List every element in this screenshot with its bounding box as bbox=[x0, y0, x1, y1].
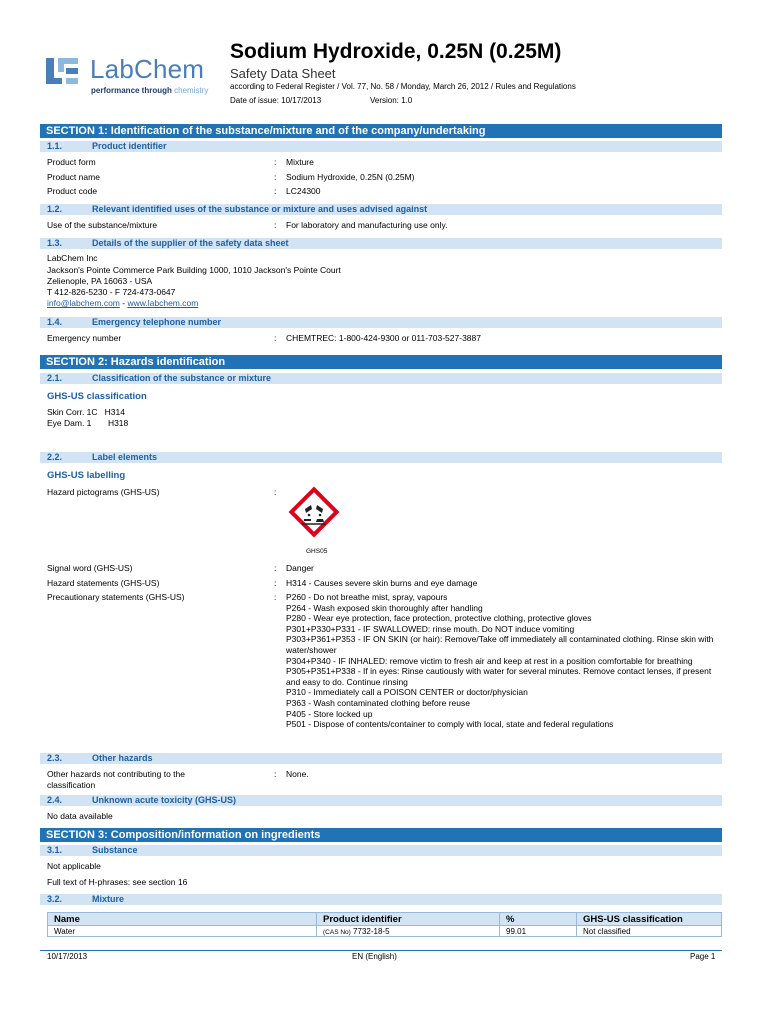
section-2-header: SECTION 2: Hazards identification bbox=[40, 355, 722, 369]
column-header-identifier: Product identifier bbox=[317, 913, 500, 926]
supplier-links bbox=[47, 298, 198, 309]
other-hazards-text: None. bbox=[286, 769, 309, 779]
pictogram-code: GHS05 bbox=[306, 548, 328, 555]
subsection-1-3 bbox=[40, 238, 722, 249]
precaution-item: P260 - Do not breathe mist, spray, vapours bbox=[286, 592, 448, 602]
tagline-main: performance through bbox=[91, 86, 172, 95]
precaution-item: P363 - Wash contaminated clothing before reuse bbox=[286, 697, 470, 708]
signal-word-label: Signal word (GHS-US) bbox=[47, 563, 133, 573]
cas-number: 7732-18-5 bbox=[353, 926, 390, 936]
precaution-item: P280 - Wear eye protection, face protection, protective clothing, protective gloves bbox=[286, 613, 592, 624]
regulation-note: according to Federal Register / Vol. 77, No. 58 / Monday, March 26, 2012 / Rules and Regulations bbox=[230, 82, 576, 91]
hazard-statements-value: : H314 - Causes severe skin burns and eye damage bbox=[274, 578, 478, 588]
use-value: : For laboratory and manufacturing use only. bbox=[274, 220, 448, 230]
cell-name: Water bbox=[48, 926, 317, 937]
emergency-text: CHEMTREC: 1-800-424-9300 or 011-703-527-3887 bbox=[286, 333, 481, 343]
table-row bbox=[48, 926, 722, 937]
table-header-row bbox=[48, 913, 722, 926]
precaution-item: P310 - Immediately call a POISON CENTER or doctor/physician bbox=[286, 687, 528, 698]
emergency-value: : CHEMTREC: 1-800-424-9300 or 011-703-527-3887 bbox=[274, 333, 481, 343]
column-header-ghs: GHS-US classification bbox=[577, 913, 722, 926]
section-3-header: SECTION 3: Composition/information on ingredients bbox=[40, 828, 722, 842]
subsection-number: 2.1. bbox=[47, 373, 63, 383]
precaution-item: P303+P361+P353 - IF ON SKIN (or hair): Remove/Take off immediately all contaminated clothing. Rinse skin with water/shower bbox=[286, 634, 714, 655]
other-hazards-label-line: classification bbox=[47, 779, 96, 790]
precaution-item: P301+P330+P331 - IF SWALLOWED: rinse mouth. Do NOT induce vomiting bbox=[286, 623, 575, 634]
cell-percent: 99.01 bbox=[500, 926, 577, 937]
hazard-statement-text: H314 - Causes severe skin burns and eye damage bbox=[286, 578, 478, 588]
class-skin-corr bbox=[47, 407, 125, 418]
section-1-header: SECTION 1: Identification of the substance/mixture and of the company/undertaking bbox=[40, 124, 722, 138]
product-name-value: : Sodium Hydroxide, 0.25N (0.25M) bbox=[274, 172, 415, 182]
subsection-1-2 bbox=[40, 204, 722, 215]
class-eye-dam bbox=[47, 418, 128, 429]
product-code-value: : LC24300 bbox=[274, 186, 321, 196]
cell-identifier bbox=[317, 926, 500, 937]
class-name: Eye Dam. 1 bbox=[47, 418, 92, 428]
other-hazards-label-line: Other hazards not contributing to the bbox=[47, 769, 185, 779]
not-applicable-text: Not applicable bbox=[47, 861, 101, 871]
subsection-number: 2.3. bbox=[47, 753, 63, 763]
product-code-label: Product code bbox=[47, 186, 98, 196]
subsection-label: Unknown acute toxicity (GHS-US) bbox=[92, 795, 237, 805]
subsection-1-1 bbox=[40, 141, 722, 152]
pictograms-label: Hazard pictograms (GHS-US) bbox=[47, 487, 160, 497]
subsection-number: 2.2. bbox=[47, 452, 63, 462]
other-hazards-value: : None. bbox=[274, 769, 309, 779]
corrosion-pictogram-icon bbox=[287, 485, 341, 539]
supplier-phone: T 412-826-5230 - F 724-473-0647 bbox=[47, 287, 176, 297]
supplier-name: LabChem Inc bbox=[47, 253, 98, 263]
supplier-address: Jackson's Pointe Commerce Park Building 1000, 1010 Jackson's Pointe Court bbox=[47, 265, 341, 275]
product-code-text: LC24300 bbox=[286, 186, 321, 196]
subsection-2-4 bbox=[40, 795, 722, 806]
signal-word-value: : Danger bbox=[274, 563, 314, 573]
subsection-2-2 bbox=[40, 452, 722, 463]
cell-ghs: Not classified bbox=[577, 926, 722, 937]
no-data-text: No data available bbox=[47, 811, 113, 821]
subsection-1-4 bbox=[40, 317, 722, 328]
subsection-3-2 bbox=[40, 894, 722, 905]
precautionary-statements-list bbox=[286, 592, 726, 730]
ghs-classification-heading: GHS-US classification bbox=[47, 391, 147, 402]
subsection-label: Mixture bbox=[92, 894, 125, 904]
precautionary-colon: : bbox=[274, 592, 277, 602]
cas-prefix: (CAS No) bbox=[323, 928, 351, 936]
class-code: H318 bbox=[107, 418, 129, 428]
subsection-label: Product identifier bbox=[92, 141, 167, 151]
document-subtitle: Safety Data Sheet bbox=[230, 66, 336, 81]
subsection-label: Classification of the substance or mixture bbox=[92, 373, 272, 383]
product-form-value: : Mixture bbox=[274, 157, 314, 167]
precaution-item: P501 - Dispose of contents/container to comply with local, state and federal regulations bbox=[286, 719, 614, 730]
footer-page: Page 1 bbox=[690, 952, 716, 961]
logo-tagline bbox=[91, 86, 208, 95]
subsection-number: 2.4. bbox=[47, 795, 63, 805]
link-separator: - bbox=[119, 298, 128, 308]
product-name-text: Sodium Hydroxide, 0.25N (0.25M) bbox=[286, 172, 415, 182]
subsection-label: Other hazards bbox=[92, 753, 153, 763]
website-link[interactable]: www.labchem.com bbox=[127, 298, 199, 308]
subsection-2-1 bbox=[40, 373, 722, 384]
subsection-3-1 bbox=[40, 845, 722, 856]
subsection-number: 1.3. bbox=[47, 238, 63, 248]
product-form-text: Mixture bbox=[286, 157, 314, 167]
precautionary-statements-label: Precautionary statements (GHS-US) bbox=[47, 592, 185, 602]
subsection-number: 3.2. bbox=[47, 894, 63, 904]
supplier-city: Zelienople, PA 16063 - USA bbox=[47, 276, 153, 286]
labchem-logo-icon bbox=[44, 56, 84, 86]
subsection-label: Details of the supplier of the safety data sheet bbox=[92, 238, 289, 248]
product-name-label: Product name bbox=[47, 172, 100, 182]
precaution-item: P305+P351+P338 - If in eyes: Rinse cautiously with water for several minutes. Remove contact lenses, if present and easy to do. Continue rinsing bbox=[286, 666, 712, 687]
class-code: H314 bbox=[104, 407, 125, 417]
use-text: For laboratory and manufacturing use only. bbox=[286, 220, 448, 230]
tagline-accent: chemistry bbox=[174, 86, 209, 95]
emergency-label: Emergency number bbox=[47, 333, 122, 343]
logo-brand-text: LabChem bbox=[90, 54, 205, 84]
email-link[interactable]: info@labchem.com bbox=[47, 298, 120, 308]
subsection-2-3 bbox=[40, 753, 722, 764]
footer-language: EN (English) bbox=[352, 952, 397, 961]
precaution-item: P304+P340 - IF INHALED: remove victim to fresh air and keep at rest in a position comfortable for breathing bbox=[286, 655, 693, 666]
date-of-issue: Date of issue: 10/17/2013 bbox=[230, 96, 322, 105]
hazard-statements-label: Hazard statements (GHS-US) bbox=[47, 578, 160, 588]
subsection-number: 3.1. bbox=[47, 845, 63, 855]
subsection-number: 1.4. bbox=[47, 317, 63, 327]
signal-word-text: Danger bbox=[286, 563, 314, 573]
other-hazards-label bbox=[47, 769, 185, 790]
full-text-note: Full text of H-phrases: see section 16 bbox=[47, 877, 188, 887]
document-title: Sodium Hydroxide, 0.25N (0.25M) bbox=[230, 40, 562, 63]
subsection-label: Label elements bbox=[92, 452, 158, 462]
labchem-logo bbox=[44, 54, 234, 100]
ghs-labelling-heading: GHS-US labelling bbox=[47, 470, 126, 481]
use-label: Use of the substance/mixture bbox=[47, 220, 158, 230]
mixture-table bbox=[47, 912, 722, 937]
subsection-number: 1.2. bbox=[47, 204, 63, 214]
subsection-label: Emergency telephone number bbox=[92, 317, 222, 327]
column-header-name: Name bbox=[48, 913, 317, 926]
product-form-label: Product form bbox=[47, 157, 96, 167]
precaution-item: P264 - Wash exposed skin thoroughly after handling bbox=[286, 602, 483, 613]
subsection-label: Substance bbox=[92, 845, 138, 855]
precaution-item: P405 - Store locked up bbox=[286, 708, 373, 719]
subsection-number: 1.1. bbox=[47, 141, 63, 151]
footer-divider bbox=[40, 950, 722, 951]
footer-date: 10/17/2013 bbox=[47, 952, 88, 961]
subsection-label: Relevant identified uses of the substance or mixture and uses advised against bbox=[92, 204, 428, 214]
column-header-percent: % bbox=[500, 913, 577, 926]
pictograms-colon: : bbox=[274, 487, 277, 497]
document-version: Version: 1.0 bbox=[370, 96, 413, 105]
class-name: Skin Corr. 1C bbox=[47, 407, 98, 417]
